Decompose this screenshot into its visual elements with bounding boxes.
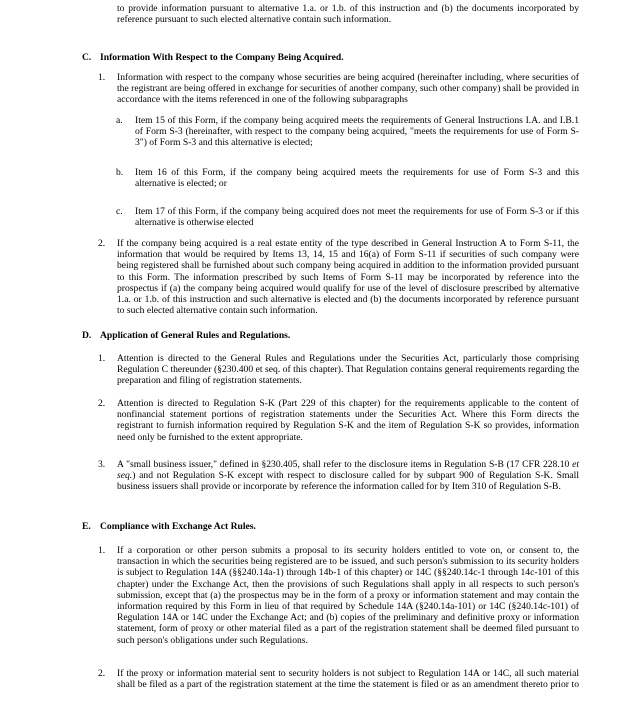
text-segment: ) and not Regulation S-K except with respect to disclosure called for by subpart 900 of Regulation S-K. Small business issuers shall provide or incorporate by reference the information called for by Item 310 of Regulation S-B. [117,470,579,493]
section-e-label: E. [82,521,91,532]
section-d-item-1-number: 1. [98,353,106,364]
section-d-title: Application of General Rules and Regulations. [100,330,291,341]
section-c-label: C. [82,52,92,63]
section-c-item-1-text: Information with respect to the company whose securities are being acquired (hereinafter including, where securities of the registrant are being offered in exchange for securities of another company, such other company) shall be provided in accordance with the items referenced in one of the following subparagraphs [117,72,579,106]
section-c-title: Information With Respect to the Company Being Acquired. [100,52,344,63]
section-d-label: D. [82,330,92,341]
section-e-item-1-text: If a corporation or other person submits a proposal to its security holders entitled to vote on, or consent to, the transaction in which the securities being registered are to be issued, and such person's submission to its security holders is subject to Regulation 14A (§§240.14a-1) through 14b-1 of this chapter) or 14C (§§240.14c-1 through 14c-101 of this chapter) under the Exchange Act, then the provisions of such Regulations shall apply in all respects to such person's submission, except that (a) the prospectus may be in the form of a proxy or information statement and may contain the information required by this Form in lieu of that required by Schedule 14A (§240.14a-101) or 14C (§240.14c-101) of Regulation 14A or 14C under the Exchange Act; and (b) copies of the preliminary and definitive proxy or information statement, form of proxy or other material filed as a part of the registration statement shall be deemed filed pursuant to such person's obligations under such Regulations. [117,545,579,646]
section-d-item-3-text [117,459,579,493]
section-d-item-1-text: Attention is directed to the General Rules and Regulations under the Securities Act, particularly those comprising Regulation C thereunder (§230.400 et seq. of this chapter). That Regulation contains general requirements regarding the preparation and filing of registration statements. [117,353,579,387]
section-d-item-2-text: Attention is directed to Regulation S-K (Part 229 of this chapter) for the requirements applicable to the content of nonfinancial statement portions of registration statements under the Securities Act. Where this Form directs the registrant to furnish information required by Regulation S-K and the item of Regulation S-K so provides, information need only be furnished to the extent appropriate. [117,398,579,443]
section-c-item-2-number: 2. [98,238,106,249]
section-c-item-1b-label: b. [116,167,124,178]
section-e-item-2-text: If the proxy or information material sent to security holders is not subject to Regulation 14A or 14C, all such material shall be filed as a part of the registration statement at the time the statement is filed or as an amendment thereto prior to [117,668,579,691]
section-c-item-1c-text: Item 17 of this Form, if the company being acquired does not meet the requirements for use of Form S-3 or if this alternative is otherwise elected [135,206,579,229]
section-c-item-1c-label: c. [116,206,123,217]
section-e-item-1-number: 1. [98,545,106,556]
section-d-item-2-number: 2. [98,398,106,409]
section-e-item-2-number: 2. [98,668,106,679]
section-c-item-1-number: 1. [98,72,106,83]
section-e-title: Compliance with Exchange Act Rules. [100,521,256,532]
section-d-item-3-number: 3. [98,459,106,470]
italic-segment: et seq. [117,459,579,482]
section-c-item-1b-text: Item 16 of this Form, if the company being acquired meets the requirements for use of Form S-3 and this alternative is elected; or [135,167,579,190]
section-c-item-1a-text: Item 15 of this Form, if the company being acquired meets the requirements of General Instructions I.A. and I.B.1 of Form S-3 (hereinafter, with respect to the company being acquired, "meets the requirements for use of Form S-3") of Form S-3 and this alternative is elected; [135,115,579,149]
intro-continuation-paragraph: to provide information pursuant to alternative 1.a. or 1.b. of this instruction and (b) the documents incorporated by reference pursuant to such elected alternative contain such information. [117,3,579,26]
text-segment: A "small business issuer," defined in §230.405, shall refer to the disclosure items in Regulation S-B (17 CFR 228.10 [117,459,573,470]
section-c-item-1a-label: a. [116,115,123,126]
section-c-item-2-text: If the company being acquired is a real estate entity of the type described in General Instruction A to Form S-11, the information that would be required by Items 13, 14, 15 and 16(a) of Form S-11 if securities of such company were being registered shall be furnished about such company being acquired in addition to the information provided pursuant to this Form. The information prescribed by such Items of Form S-11 may be incorporated by reference into the prospectus if (a) the company being acquired would qualify for use of the level of disclosure prescribed by alternative 1.a. or 1.b. of this instruction and such alternative is elected and (b) the documents incorporated by reference pursuant to such elected alternative contain such information. [117,238,579,317]
